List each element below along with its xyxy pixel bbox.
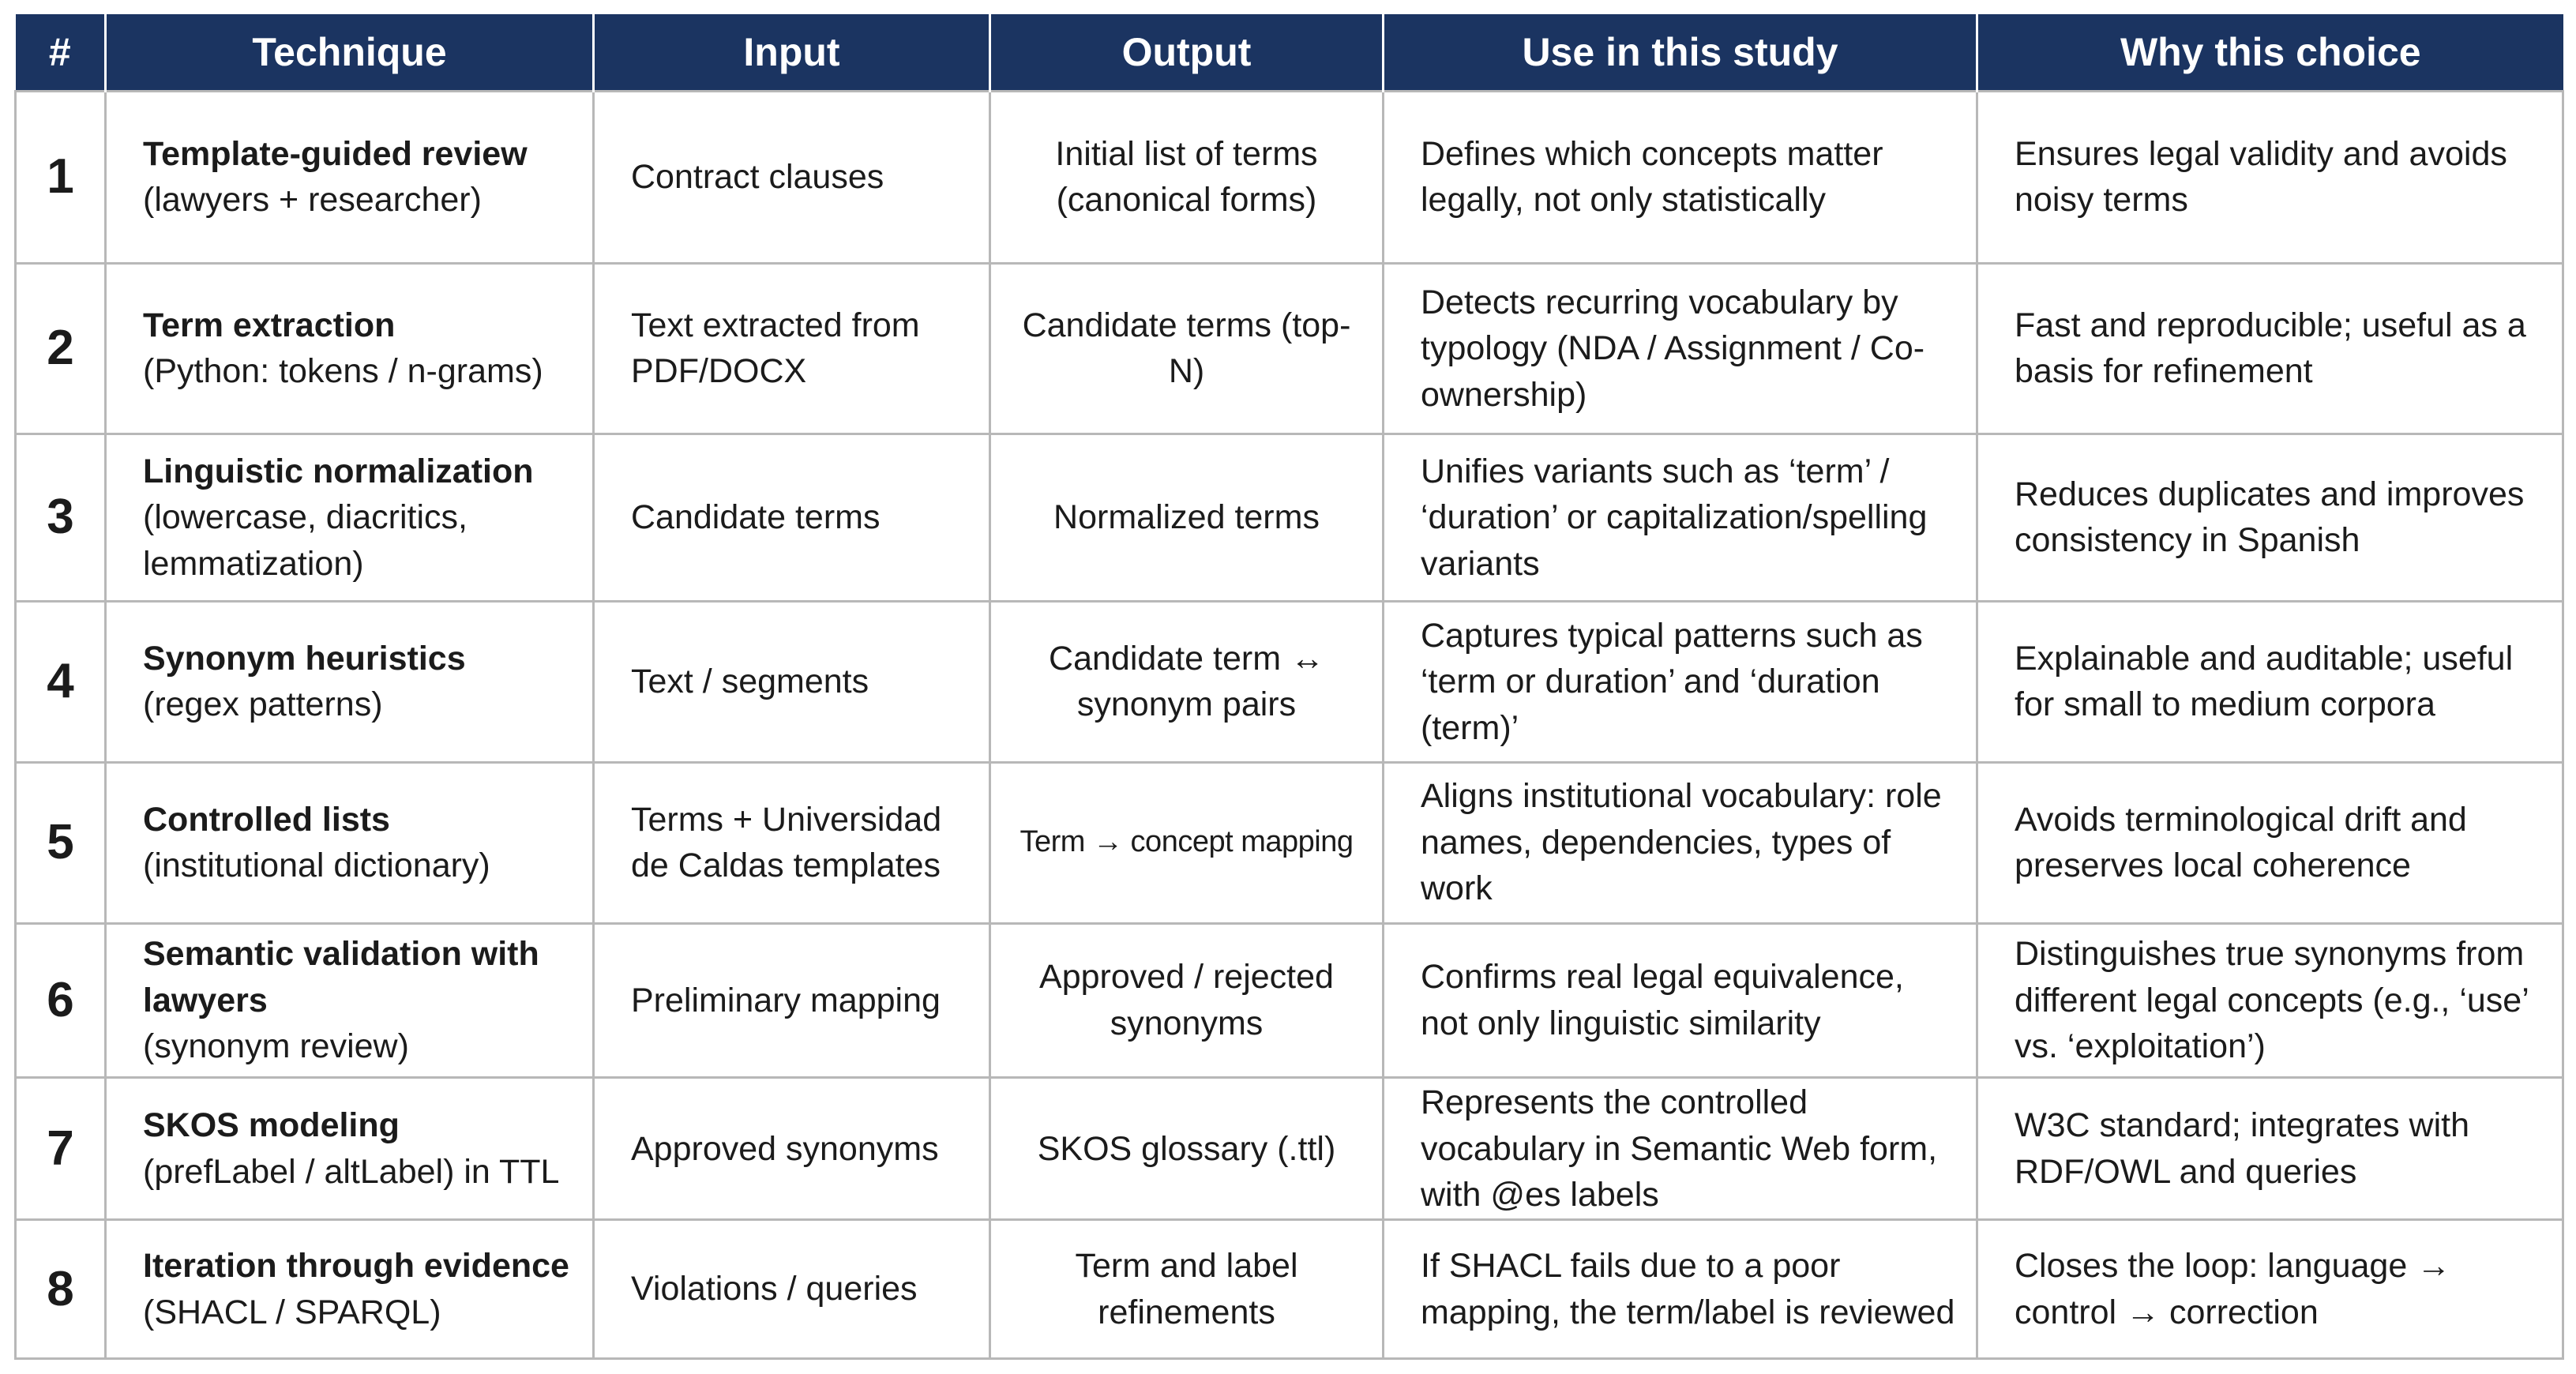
output-cell: Approved / rejected synonyms [990,923,1384,1078]
technique-cell [106,92,594,264]
row-number: 2 [16,263,106,434]
technique-cell [106,923,594,1078]
technique-title: Iteration through evidence [143,1247,569,1286]
table-row [16,923,2563,1078]
techniques-table-container [14,14,2562,1360]
input-cell: Approved synonyms [594,1078,990,1220]
header-technique: Technique [106,14,594,92]
technique-title: Synonym heuristics [143,639,466,678]
table-row [16,601,2563,762]
use-cell: Confirms real legal equivalence, not only linguistic similarity [1384,923,1977,1078]
technique-cell [106,1078,594,1220]
output-cell: Candidate terms (top-N) [990,263,1384,434]
input-cell: Terms + Universidad de Caldas templates [594,762,990,923]
header-output: Output [990,14,1384,92]
technique-cell [106,762,594,923]
use-cell: Aligns institutional vocabulary: role names, dependencies, types of work [1384,762,1977,923]
why-cell: Explainable and auditable; useful for small to medium corpora [1977,601,2563,762]
techniques-table [14,14,2564,1360]
row-number: 3 [16,434,106,601]
output-cell: Initial list of terms (canonical forms) [990,92,1384,264]
table-row [16,92,2563,264]
output-cell: Candidate term ↔ synonym pairs [990,601,1384,762]
technique-title: SKOS modeling [143,1106,400,1145]
technique-subtitle: (prefLabel / altLabel) in TTL [143,1152,560,1191]
technique-subtitle: (lowercase, diacritics, lemmatization) [143,498,468,583]
table-row [16,1078,2563,1220]
technique-title: Controlled lists [143,800,390,839]
row-number: 4 [16,601,106,762]
why-cell: Distinguishes true synonyms from different legal concepts (e.g., ‘use’ vs. ‘exploitation’) [1977,923,2563,1078]
input-cell: Violations / queries [594,1220,990,1359]
row-number: 7 [16,1078,106,1220]
input-cell: Text extracted from PDF/DOCX [594,263,990,434]
technique-subtitle: (Python: tokens / n-grams) [143,352,543,391]
technique-subtitle: (SHACL / SPARQL) [143,1293,441,1331]
input-cell: Text / segments [594,601,990,762]
why-cell: Ensures legal validity and avoids noisy terms [1977,92,2563,264]
use-cell: Defines which concepts matter legally, not only statistically [1384,92,1977,264]
header-input: Input [594,14,990,92]
header-why: Why this choice [1977,14,2563,92]
technique-subtitle: (institutional dictionary) [143,847,490,885]
table-header-row [16,14,2563,92]
technique-cell [106,601,594,762]
technique-subtitle: (synonym review) [143,1027,409,1066]
why-cell: Avoids terminological drift and preserves local coherence [1977,762,2563,923]
why-cell: Reduces duplicates and improves consistency in Spanish [1977,434,2563,601]
header-use: Use in this study [1384,14,1977,92]
output-cell: SKOS glossary (.ttl) [990,1078,1384,1220]
row-number: 5 [16,762,106,923]
table-row [16,762,2563,923]
why-cell: W3C standard; integrates with RDF/OWL and queries [1977,1078,2563,1220]
row-number: 1 [16,92,106,264]
row-number: 6 [16,923,106,1078]
table-row [16,263,2563,434]
technique-cell [106,263,594,434]
output-cell: Normalized terms [990,434,1384,601]
technique-cell [106,1220,594,1359]
output-cell: Term → concept mapping [990,762,1384,923]
technique-title: Semantic validation with lawyers [143,935,539,1019]
why-cell: Closes the loop: language → control → correction [1977,1220,2563,1359]
technique-subtitle: (lawyers + researcher) [143,181,482,220]
table-row [16,434,2563,601]
use-cell: Represents the controlled vocabulary in Semantic Web form, with @es labels [1384,1078,1977,1220]
output-cell: Term and label refinements [990,1220,1384,1359]
row-number: 8 [16,1220,106,1359]
header-number: # [16,14,106,92]
table-row [16,1220,2563,1359]
use-cell: Captures typical patterns such as ‘term or duration’ and ‘duration (term)’ [1384,601,1977,762]
technique-cell [106,434,594,601]
why-cell: Fast and reproducible; useful as a basis for refinement [1977,263,2563,434]
use-cell: Detects recurring vocabulary by typology (NDA / Assignment / Co-ownership) [1384,263,1977,434]
technique-subtitle: (regex patterns) [143,685,383,724]
technique-title: Template-guided review [143,135,528,174]
technique-title: Linguistic normalization [143,452,534,490]
use-cell: If SHACL fails due to a poor mapping, the term/label is reviewed [1384,1220,1977,1359]
input-cell: Contract clauses [594,92,990,264]
input-cell: Candidate terms [594,434,990,601]
use-cell: Unifies variants such as ‘term’ / ‘duration’ or capitalization/spelling variants [1384,434,1977,601]
input-cell: Preliminary mapping [594,923,990,1078]
technique-title: Term extraction [143,306,396,344]
